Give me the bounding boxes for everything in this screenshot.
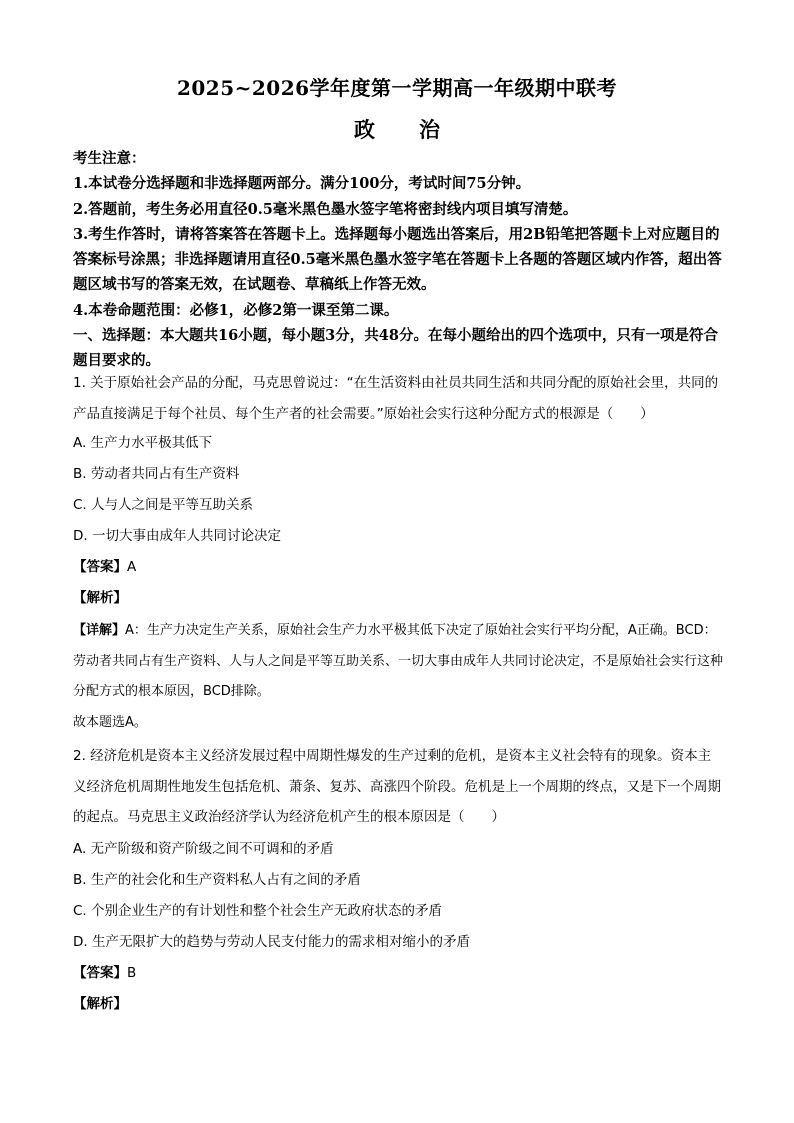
question-2-option-b: B. 生产的社会化和生产资料私人占有之间的矛盾 bbox=[73, 872, 361, 888]
question-2-option-a: A. 无产阶级和资产阶级之间不可调和的矛盾 bbox=[73, 841, 334, 857]
answer-label: 【答案】 bbox=[73, 559, 127, 575]
exam-title: 2025~2026学年度第一学期高一年级期中联考 bbox=[176, 76, 618, 100]
section-heading: 一、选择题：本大题共16小题，每小题3分，共48分。在每小题给出的四个选项中，只有一项是符合题目要求的。 bbox=[73, 327, 718, 370]
question-1-answer bbox=[73, 557, 136, 577]
question-2-answer bbox=[73, 963, 136, 983]
question-2-option-c: C. 个别企业生产的有计划性和整个社会生产无政府状态的矛盾 bbox=[73, 903, 443, 919]
question-1-analysis-label: 【解析】 bbox=[73, 590, 127, 606]
note-item-1: 1.本试卷分选择题和非选择题两部分。满分100分，考试时间75分钟。 bbox=[73, 175, 531, 193]
answer-value: A bbox=[127, 559, 137, 575]
subject-char-2: 治 bbox=[419, 117, 440, 142]
question-2-analysis-label: 【解析】 bbox=[73, 996, 127, 1012]
question-1-option-c: C. 人与人之间是平等互助关系 bbox=[73, 497, 254, 513]
detail-text: A：生产力决定生产关系，原始社会生产力水平极其低下决定了原始社会实行平均分配，A正确。BCD：劳动者共同占有生产资料、人与人之间是平等互助关系、一切大事由成年人共同讨论决定，不是原始社会实行这种分配方式的根本原因，BCD排除。 bbox=[73, 623, 724, 699]
note-item-3: 3.考生作答时，请将答案答在答题卡上。选择题每小题选出答案后，用2B铅笔把答题卡上对应题目的答案标号涂黑；非选择题请用直径0.5毫米黑色墨水签字笔在答题卡上各题的答题区域内作答，超出答题区域书写的答案无效，在试题卷、草稿纸上作答无效。 bbox=[73, 225, 722, 294]
subject-title bbox=[0, 114, 794, 144]
question-1-detail bbox=[73, 616, 723, 708]
note-item-2: 2.答题前，考生务必用直径0.5毫米黑色墨水签字笔将密封线内项目填写清楚。 bbox=[73, 200, 578, 218]
note-item-4: 4.本卷命题范围：必修1，必修2第一课至第二课。 bbox=[73, 301, 399, 319]
detail-label: 【详解】 bbox=[73, 623, 126, 638]
question-1-option-b: B. 劳动者共同占有生产资料 bbox=[73, 466, 240, 482]
notes-heading: 考生注意： bbox=[73, 150, 146, 167]
question-1-conclusion: 故本题选A。 bbox=[73, 715, 147, 730]
question-2-option-d: D. 生产无限扩大的趋势与劳动人民支付能力的需求相对缩小的矛盾 bbox=[73, 934, 470, 950]
answer-value: B bbox=[127, 965, 137, 981]
question-1-option-a: A. 生产力水平极其低下 bbox=[73, 435, 213, 451]
answer-label: 【答案】 bbox=[73, 965, 127, 981]
subject-char-1: 政 bbox=[354, 117, 375, 142]
question-1-option-d: D. 一切大事由成年人共同讨论决定 bbox=[73, 528, 281, 544]
question-2-stem: 2. 经济危机是资本主义经济发展过程中周期性爆发的生产过剩的危机，是资本主义社会特有的现象。资本主义经济危机周期性地发生包括危机、萧条、复苏、高涨四个阶段。危机是上一个周期的终点，又是下一个周期的起点。马克思主义政治经济学认为经济危机产生的根本原因是（ ） bbox=[73, 748, 721, 825]
question-1-stem: 1. 关于原始社会产品的分配，马克思曾说过：“在生活资料由社员共同生活和共同分配的原始社会里，共同的产品直接满足于每个社员、每个生产者的社会需要。”原始社会实行这种分配方式的根源是（ ） bbox=[73, 375, 719, 422]
exam-notes bbox=[73, 146, 723, 374]
